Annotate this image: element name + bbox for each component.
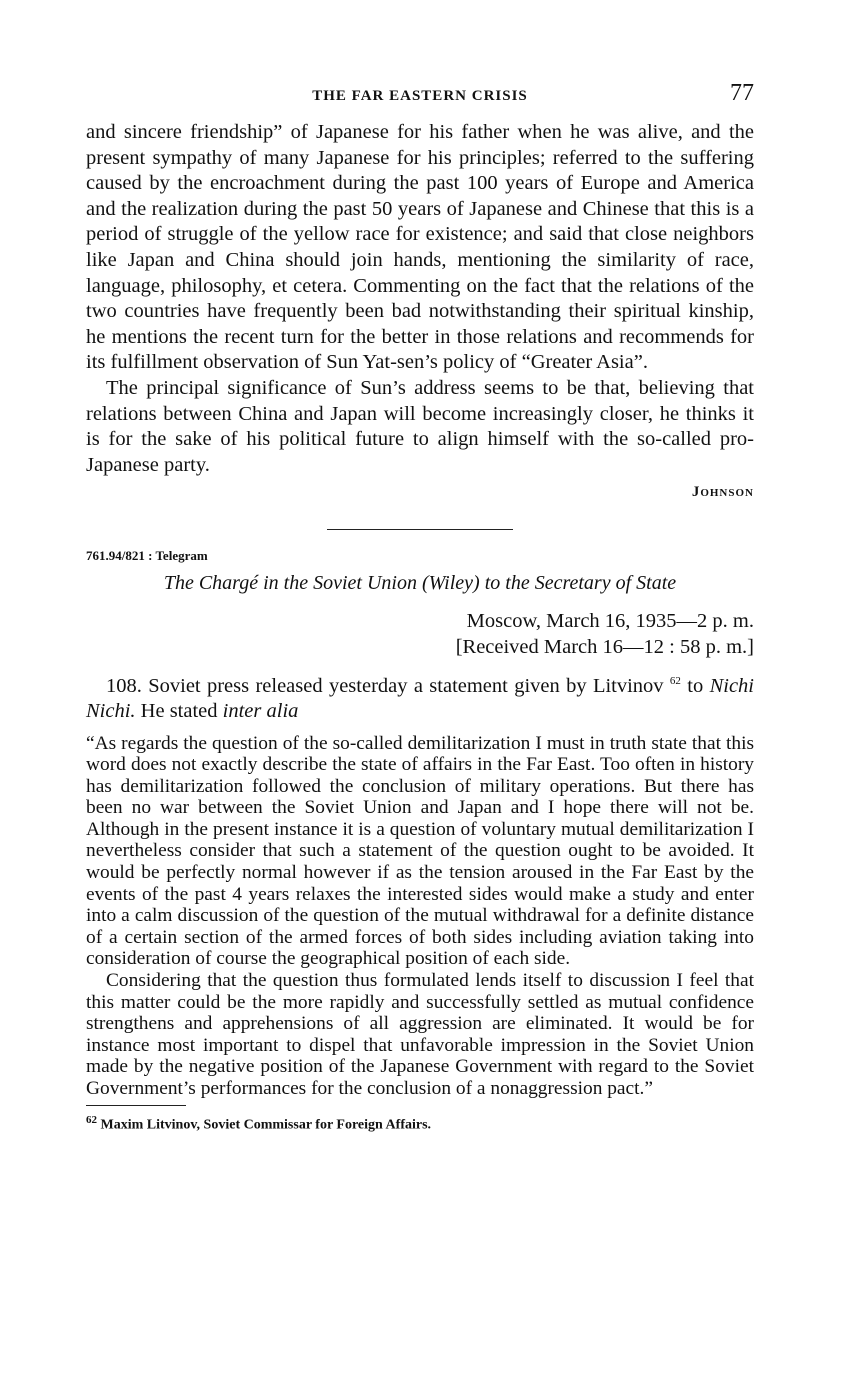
intro-paragraph-1: and sincere friendship” of Japanese for his father when he was alive, and the present sympathy of many Japanese for his principles; referred to the suffering caused by the encroachment during the past 100 years of Europe and America and the realization during the past 50 years of Japanese and Chinese that this is a period of struggle of the yellow race for existence; and said that close neighbors like Japan and China should join hands, mentioning the similarity of race, language, philosophy, et cetera. Commenting on the fact that the relations of the two countries have frequently been bad notwithstanding their spiritual kinship, he mentions the recent turn for the better in those relations and recommends for its fulfillment observation of Sun Yat-sen’s policy of “Greater Asia”.: [86, 121, 754, 374]
quote-paragraph-1: “As regards the question of the so-called demilitarization I must in truth state that this word does not exactly describe the state of affairs in the Far East. Too often in history has demilitarization followed the conclusion of military operations. But there has been no war between the Soviet Union and Japan and I hope there will not be. Although in the present instance it is a question of voluntary mutual demilitarization I nevertheless consider that such a statement of the question ought to be avoided. It would be perfectly normal however if as the tension aroused in the Far East by the events of the past 4 years relaxes the interested sides would make a study and enter into a calm discussion of the question of the mutual withdrawal for a definite distance of a certain section of the armed forces of both sides including aviation taking into consideration of course the geographical position of each side.: [86, 732, 754, 970]
he-stated: He stated: [140, 699, 218, 722]
footnote: [86, 1114, 754, 1134]
place-date: Moscow, March 16, 1935—2 p. m.: [466, 610, 754, 633]
intro-paragraph-2: The principal significance of Sun’s address seems to be that, believing that relations between China and Japan will become increasingly closer, he thinks it is for the sake of his political future to align himself with the so-called pro-Japanese party.: [86, 376, 754, 476]
document-title: The Chargé in the Soviet Union (Wiley) to the Secretary of State: [163, 572, 677, 595]
running-title: THE FAR EASTERN CRISIS: [312, 88, 528, 104]
footnote-reference[interactable]: 62: [669, 674, 681, 687]
page-number: 77: [730, 80, 754, 106]
footnote-text: Maxim Litvinov, Soviet Commissar for Foreign Affairs.: [100, 1117, 432, 1133]
opening-text: 108. Soviet press released yesterday a statement given by Litvinov: [106, 674, 664, 697]
dateline: [86, 609, 754, 660]
section-divider: [327, 529, 513, 530]
telegram-opening: [86, 669, 754, 725]
footnote-mark: 62: [86, 1113, 97, 1126]
newspaper-name: Nichi Nichi.: [86, 674, 755, 722]
document-page: [86, 78, 754, 1133]
quoted-statement: [86, 733, 754, 1100]
opening-to: to: [687, 674, 704, 697]
quote-paragraph-2: Considering that the question thus formulated lends itself to discussion I feel that this matter could be the more rapidly and successfully settled as mutual confidence strengthens and apprehensions of all aggression are eliminated. It would be for instance most important to dispel that unfavorable impression in the Soviet Union made by the negative position of the Japanese Government with regard to the Soviet Government’s performances for the conclusion of a nonaggression pact.”: [86, 970, 754, 1100]
signature: Johnson: [691, 484, 754, 501]
running-head: [86, 78, 754, 114]
inter-alia: inter alia: [222, 699, 299, 722]
intro-section: [86, 120, 754, 478]
received-note: [Received March 16—12 : 58 p. m.]: [455, 635, 754, 658]
opening-paragraph: [86, 669, 754, 725]
footnote-rule: [86, 1105, 186, 1106]
file-reference: 761.94/821 : Telegram: [86, 548, 208, 564]
